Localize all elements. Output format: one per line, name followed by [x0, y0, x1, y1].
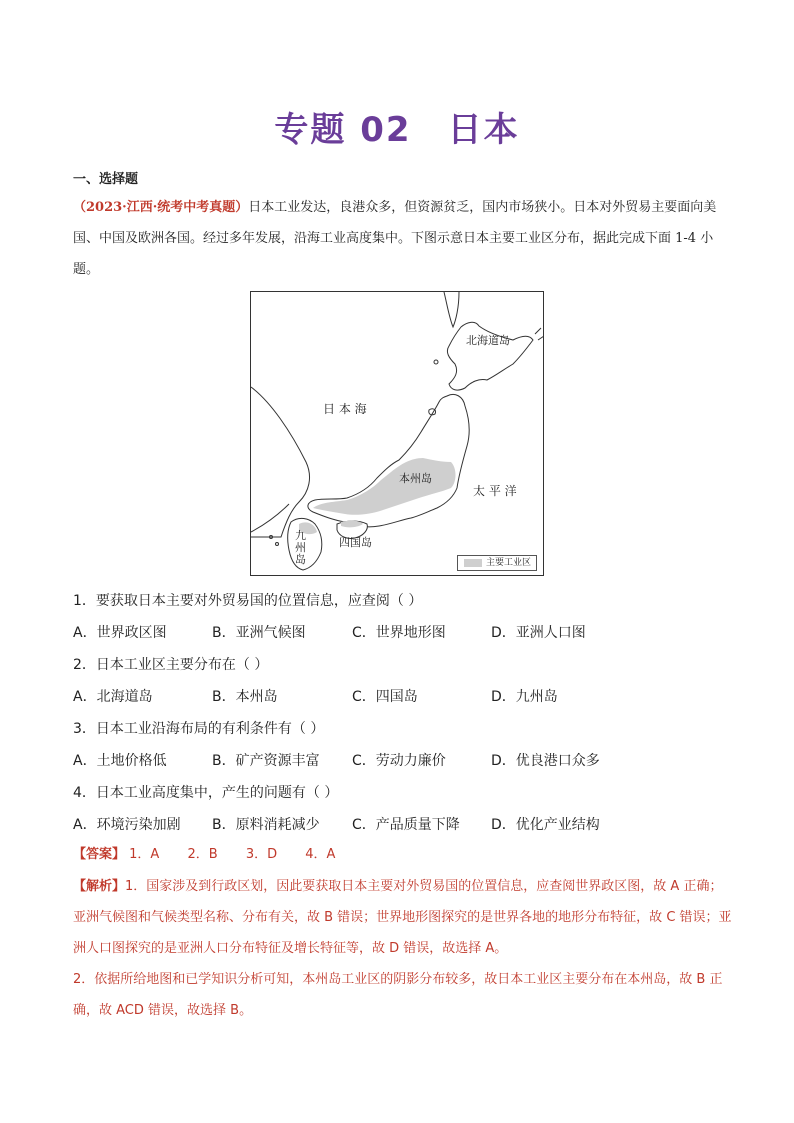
question-source: （2023·江西·统考中考真题） [73, 200, 249, 215]
analysis-paragraph-1 [73, 871, 733, 964]
option-a: A．土地价格低 [73, 753, 167, 769]
option-a: A．北海道岛 [73, 689, 153, 705]
title-topic-name: 日本 [447, 110, 520, 150]
answer-4: 4．A [305, 847, 336, 862]
option-b: B．亚洲气候图 [212, 625, 306, 641]
option-a: A．世界政区图 [73, 625, 167, 641]
section-heading: 一、选择题 [73, 172, 139, 187]
label-kyushu [295, 530, 306, 566]
analysis-label: 【解析】 [73, 879, 126, 894]
option-b: B．本州岛 [212, 689, 278, 705]
option-c: C．世界地形图 [352, 625, 446, 641]
option-d: D．九州岛 [491, 689, 558, 705]
question-1-stem: 1．要获取日本主要对外贸易国的位置信息，应查阅（ ） [73, 593, 423, 609]
option-c: C．四国岛 [352, 689, 418, 705]
option-d: D．亚洲人口图 [491, 625, 586, 641]
option-d: D．优化产业结构 [491, 817, 600, 833]
analysis-text-1: 1．国家涉及到行政区划，因此要获取日本主要对外贸易国的位置信息，应查阅世界政区图，故 A 正确；亚洲气候图和气候类型名称、分布有关，故 B 错误；世界地形图探究的是世界各地的地形分布特征，故 C 错误；亚洲人口图探究的是亚洲人口分布特征及增长特征等，故 D 错误，故选择 A。 [73, 879, 732, 956]
answer-1: 1．A [129, 847, 160, 862]
label-hokkaido: 北海道岛 [466, 334, 510, 347]
option-d: D．优良港口众多 [491, 753, 600, 769]
answer-3: 3．D [245, 847, 278, 862]
label-sea-of-japan: 日 本 海 [323, 402, 367, 416]
option-a: A．环境污染加剧 [73, 817, 181, 833]
analysis-paragraph-2: 2．依据所给地图和已学知识分析可知，本州岛工业区的阴影分布较多，故日本工业区主要分布在本州岛，故 B 正确，故 ACD 错误，故选择 B。 [73, 972, 723, 1018]
legend-swatch [464, 559, 482, 567]
title-topic-number: 专题 02 [274, 110, 412, 150]
page-title [0, 102, 794, 151]
question-4-stem: 4．日本工业高度集中，产生的问题有（ ） [73, 785, 339, 801]
answer-2: 2．B [187, 847, 218, 862]
answer-label: 【答案】 [73, 847, 126, 862]
map-legend [457, 555, 537, 571]
option-b: B．矿产资源丰富 [212, 753, 320, 769]
label-shikoku: 四国岛 [339, 536, 372, 549]
question-intro [73, 192, 733, 285]
question-3-stem: 3．日本工业沿海布局的有利条件有（ ） [73, 721, 325, 737]
japan-industry-map [250, 291, 544, 576]
label-kyushu-char-1: 九 [295, 529, 306, 542]
label-kyushu-char-2: 州 [295, 541, 306, 554]
intro-text: 日本工业发达，良港众多，但资源贫乏，国内市场狭小。日本对外贸易主要面向美国、中国及欧洲各国。经过多年发展，沿海工业高度集中。下图示意日本主要工业区分布，据此完成下面 1-4 小题。 [73, 200, 717, 277]
label-kyushu-char-3: 岛 [295, 553, 306, 566]
analysis-block [73, 871, 733, 1026]
legend-text: 主要工业区 [486, 558, 532, 568]
question-2-stem: 2．日本工业区主要分布在（ ） [73, 657, 269, 673]
answer-line [73, 843, 359, 862]
option-b: B．原料消耗减少 [212, 817, 320, 833]
option-c: C．产品质量下降 [352, 817, 460, 833]
option-c: C．劳动力廉价 [352, 753, 446, 769]
label-honshu: 本州岛 [399, 472, 432, 485]
label-pacific: 太 平 洋 [473, 484, 517, 498]
